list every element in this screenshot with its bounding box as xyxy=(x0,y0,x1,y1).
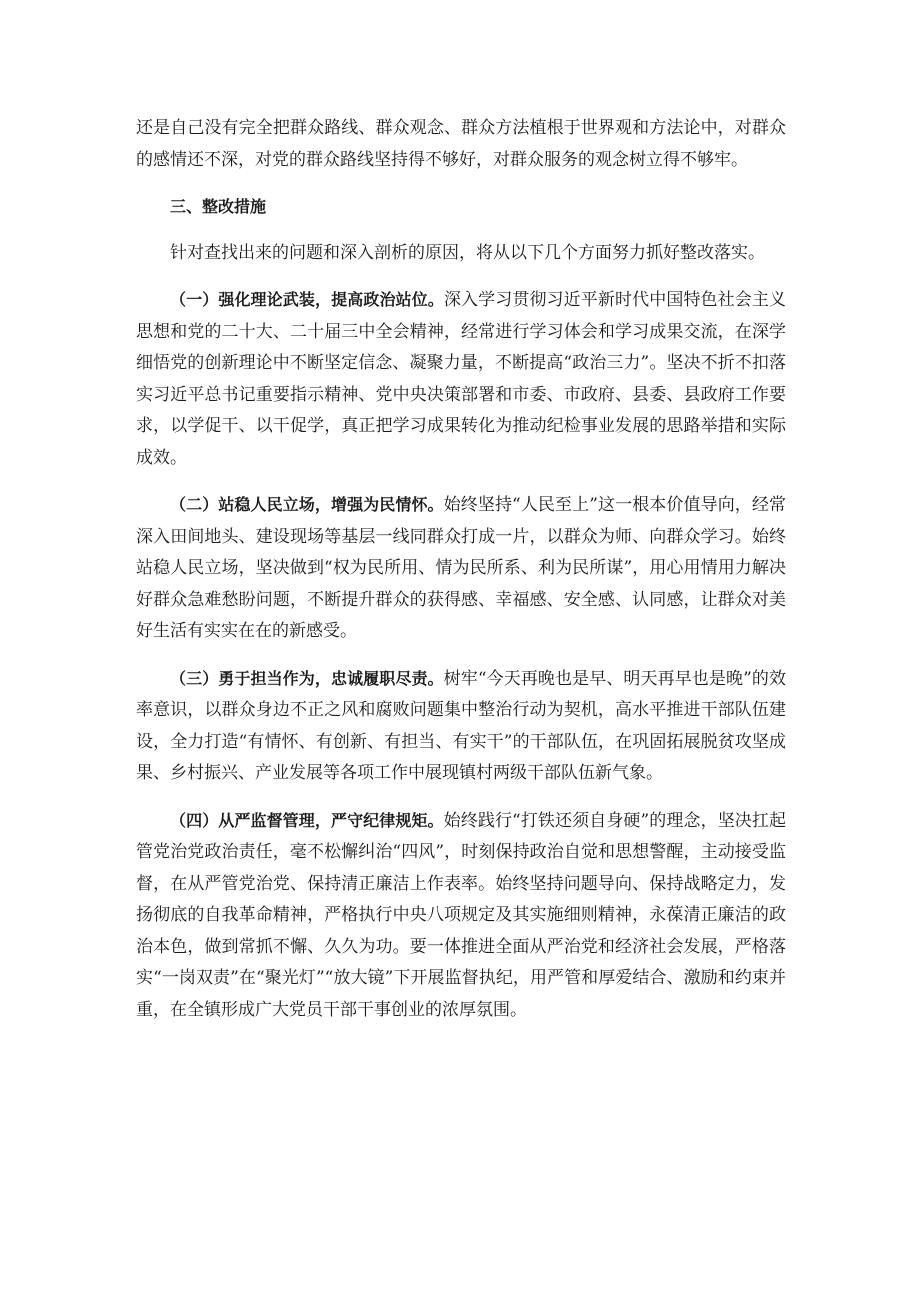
measure-body-4: 始终践行“打铁还须自身硬”的理念，坚决扛起管党治党政治责任，毫不松懈纠治“四风”，时刻保持政治自觉和思想警醒，主动接受监督，在从严管党治党、保持清正廉洁上作表率。始终坚持问题导向、保持战略定力，发扬彻底的自我革命精神，严格执行中央八项规定及其实施细则精神，永葆清正廉洁的政治本色，做到常抓不懈、久久为功。要一体推进全面从严治党和经济社会发展，严格落实“一岗双责”在“聚光灯”“放大镜”下开展监督执纪，用严管和厚爱结合、激励和约束并重，在全镇形成广大党员干部干事创业的浓厚氛围。 xyxy=(136,810,786,1020)
measure-title-1: （一）强化理论武装，提高政治站位。 xyxy=(170,290,444,309)
measure-body-1: 深入学习贯彻习近平新时代中国特色社会主义思想和党的二十大、二十届三中全会精神，经常进行学习体会和学习成果交流，在深学细悟党的创新理论中不断坚定信念、凝聚力量，不断提高“政治三力”。坚决不折不扣落实习近平总书记重要指示精神、党中央决策部署和市委、市政府、县委、县政府工作要求，以学促干、以干促学，真正把学习成果转化为推动纪检事业发展的思路举措和实际成效。 xyxy=(136,290,786,468)
measure-paragraph-2 xyxy=(136,489,786,648)
intro-continuation-paragraph: 还是自己没有完全把群众路线、群众观念、群众方法植根于世界观和方法论中，对群众的感情还不深，对党的群众路线坚持得不够好，对群众服务的观念树立得不够牢。 xyxy=(136,118,786,170)
section-heading: 三、整改措施 xyxy=(170,197,267,216)
measure-paragraph-4 xyxy=(136,805,786,1027)
measure-title-2: （二）站稳人民立场，增强为民情怀。 xyxy=(170,495,444,514)
measure-paragraph-1 xyxy=(136,284,786,474)
measure-paragraph-3 xyxy=(136,663,786,790)
section-intro-paragraph: 针对查找出来的问题和深入剖析的原因，将从以下几个方面努力抓好整改落实。 xyxy=(170,242,765,263)
measure-body-2: 始终坚持“人民至上”这一根本价值导向，经常深入田间地头、建设现场等基层一线同群众打成一片，以群众为师、向群众学习。始终站稳人民立场，坚决做到“权为民所用、情为民所系、利为民所谋”，用心用情用力解决好群众急难愁盼问题，不断提升群众的获得感、幸福感、安全感、认同感，让群众对美好生活有实实在在的新感受。 xyxy=(136,495,786,641)
measure-title-3: （三）勇于担当作为，忠诚履职尽责。 xyxy=(170,668,444,688)
document-body xyxy=(136,113,786,1026)
measure-body-3: 树牢“今天再晚也是早、明天再早也是晚”的效率意识，以群众身边不正之风和腐败问题集中整治行动为契机，高水平推进干部队伍建设，全力打造“有情怀、有创新、有担当、有实干”的干部队伍，在巩固拓展脱贫攻坚成果、乡村振兴、产业发展等各项工作中展现镇村两级干部队伍新气象。 xyxy=(136,668,786,783)
measure-title-4: （四）从严监督管理，严守纪律规矩。 xyxy=(170,810,444,830)
